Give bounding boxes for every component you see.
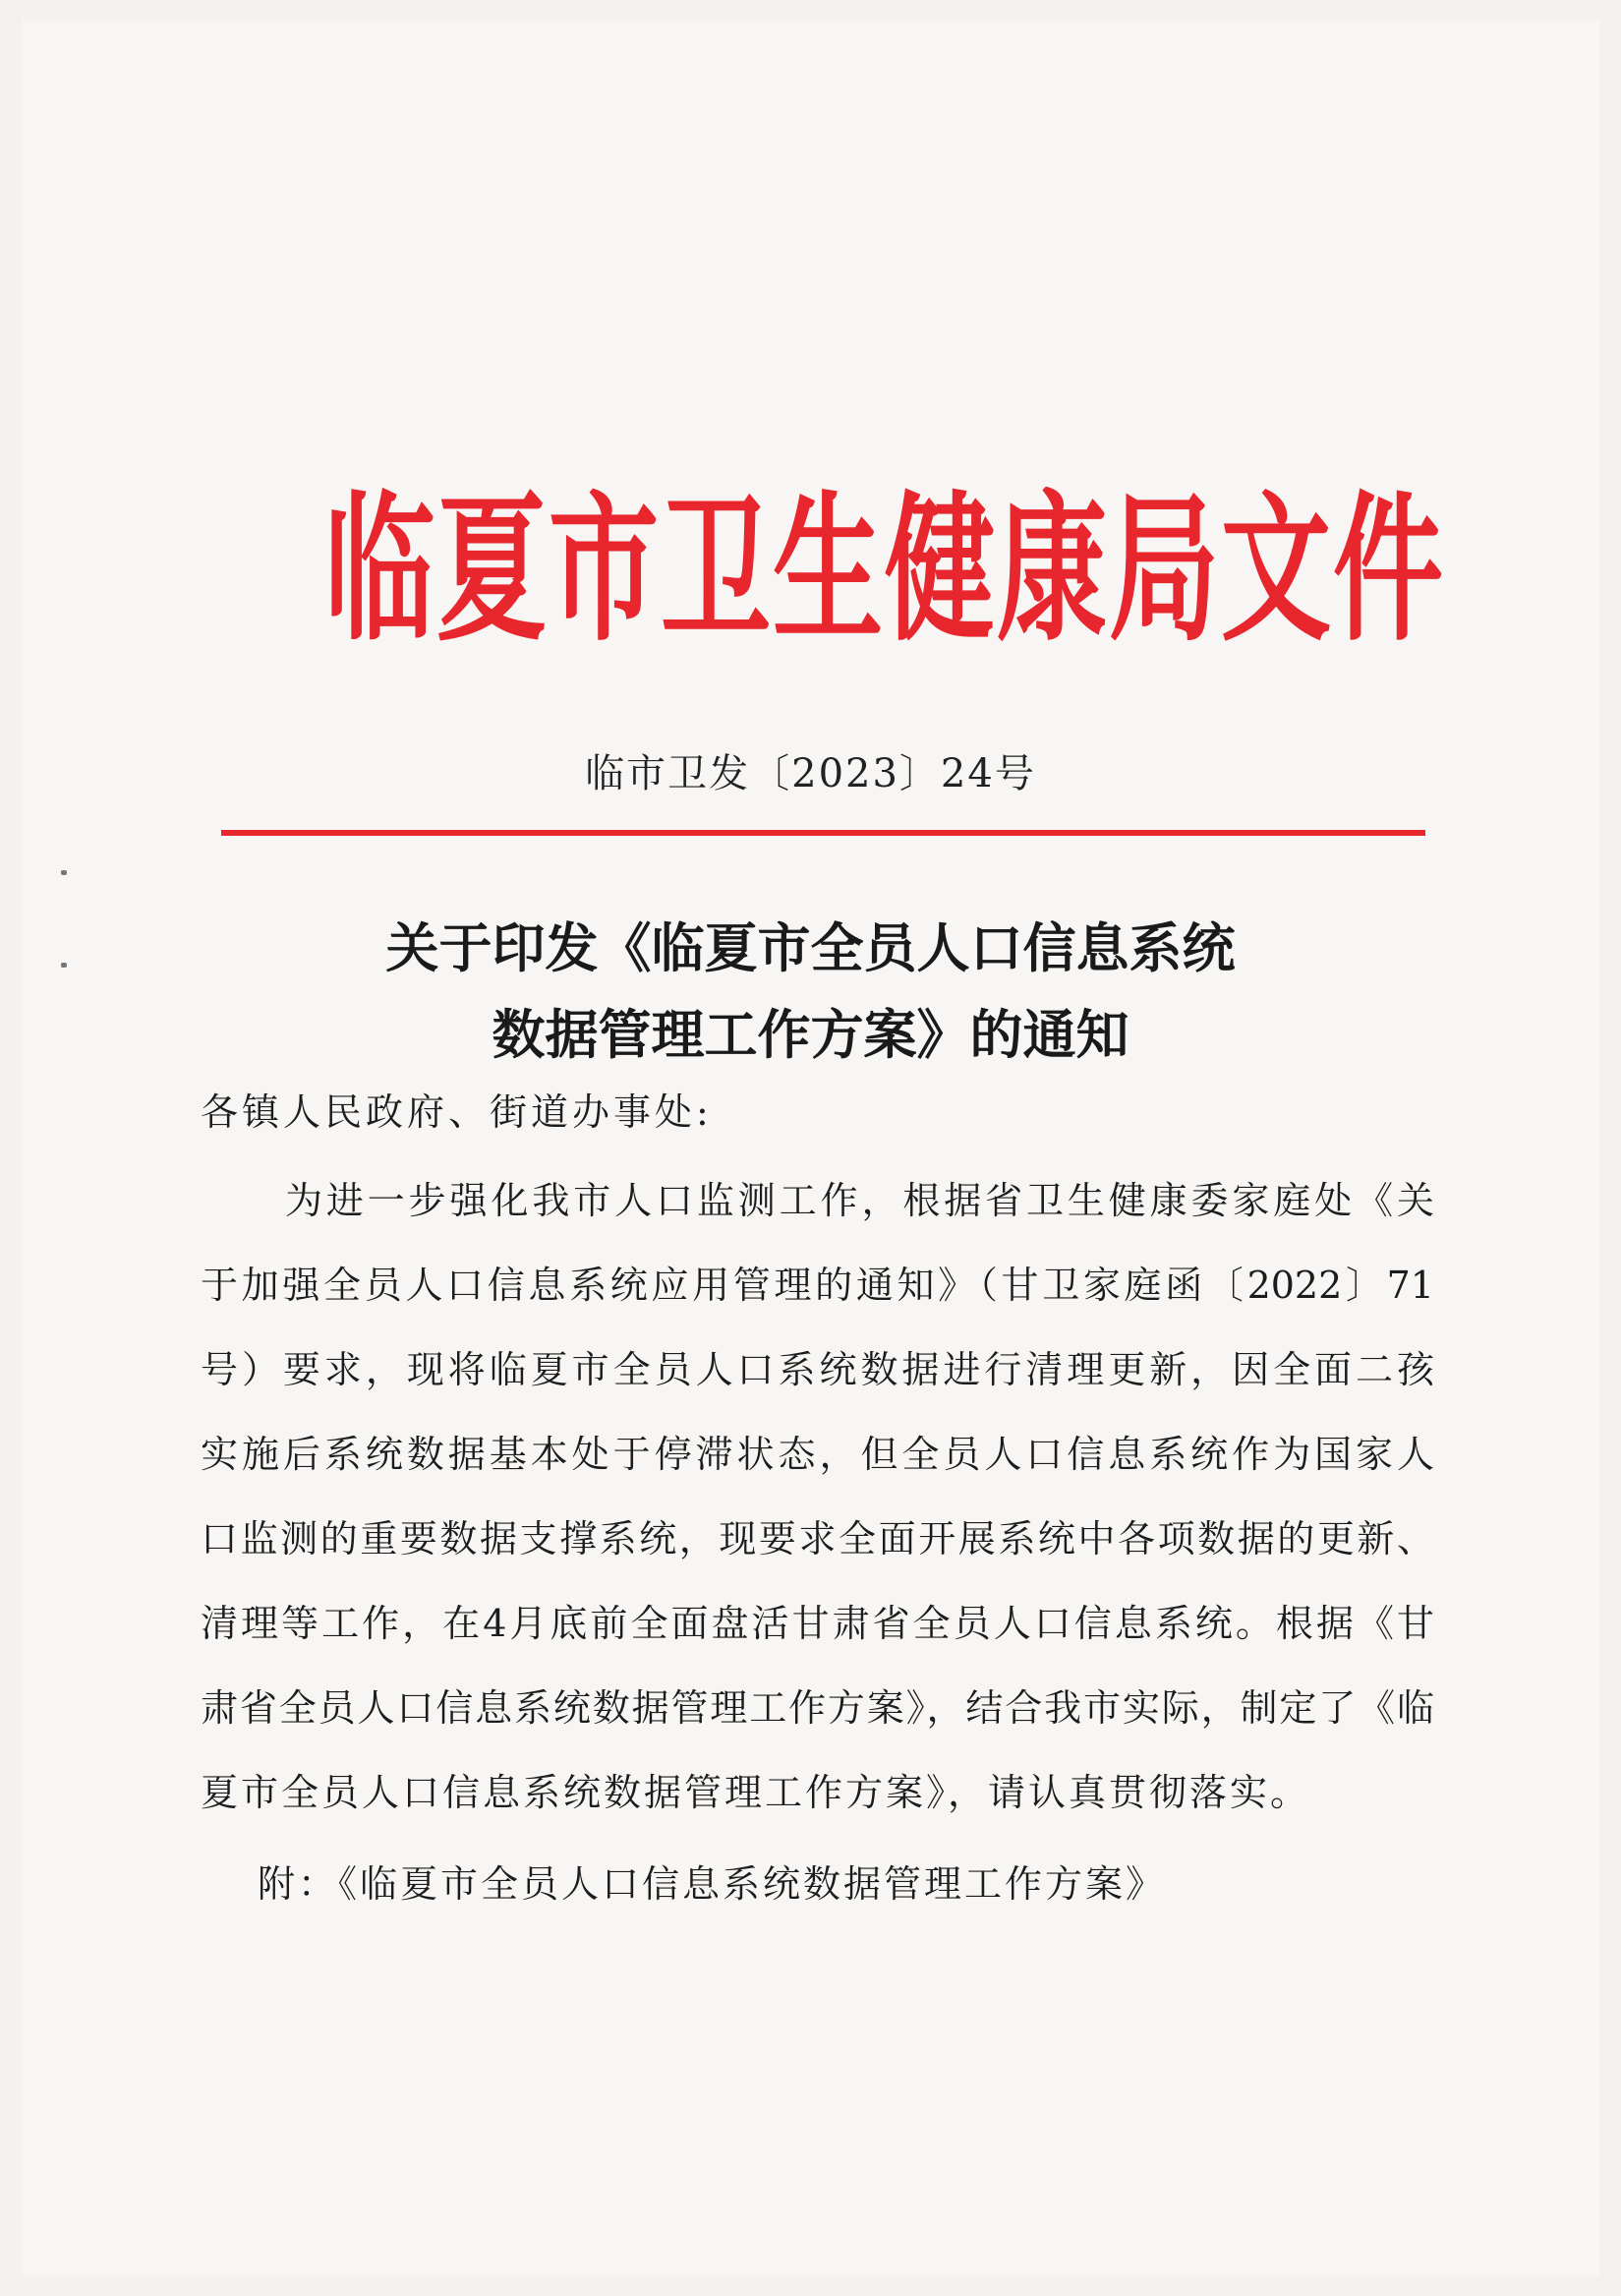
issuer-title: 临夏市卫生健康局文件 xyxy=(324,476,1445,664)
body-line: 于加强全员人口信息系统应用管理的通知》（甘卫家庭函〔2022〕71 xyxy=(201,1264,1434,1307)
body-line: 夏市全员人口信息系统数据管理工作方案》，请认真贯彻落实。 xyxy=(201,1771,1311,1814)
document-title-line-2: 数据管理工作方案》的通知 xyxy=(492,1004,1129,1066)
body-line: 为进一步强化我市人口监测工作，根据省卫生健康委家庭处《关 xyxy=(285,1179,1434,1222)
attachment-line: 附：《临夏市全员人口信息系统数据管理工作方案》 xyxy=(258,1862,1167,1906)
body-line: 肃省全员人口信息系统数据管理工作方案》，结合我市实际，制定了《临 xyxy=(201,1686,1434,1730)
red-divider-line xyxy=(221,830,1425,836)
body-line: 号）要求，现将临夏市全员人口系统数据进行清理更新，因全面二孩 xyxy=(201,1348,1434,1391)
body-line: 口监测的重要数据支撑系统，现要求全面开展系统中各项数据的更新、 xyxy=(201,1517,1434,1560)
document-number: 临市卫发〔2023〕24号 xyxy=(585,751,1036,796)
document-title-line-1: 关于印发《临夏市全员人口信息系统 xyxy=(385,917,1236,979)
binding-mark xyxy=(61,870,67,875)
recipient: 各镇人民政府、街道办事处: xyxy=(201,1090,713,1134)
body-line: 清理等工作，在4月底前全面盘活甘肃省全员人口信息系统。根据《甘 xyxy=(201,1602,1434,1645)
body-line: 实施后系统数据基本处于停滞状态，但全员人口信息系统作为国家人 xyxy=(201,1433,1434,1476)
document-page xyxy=(22,20,1599,2276)
